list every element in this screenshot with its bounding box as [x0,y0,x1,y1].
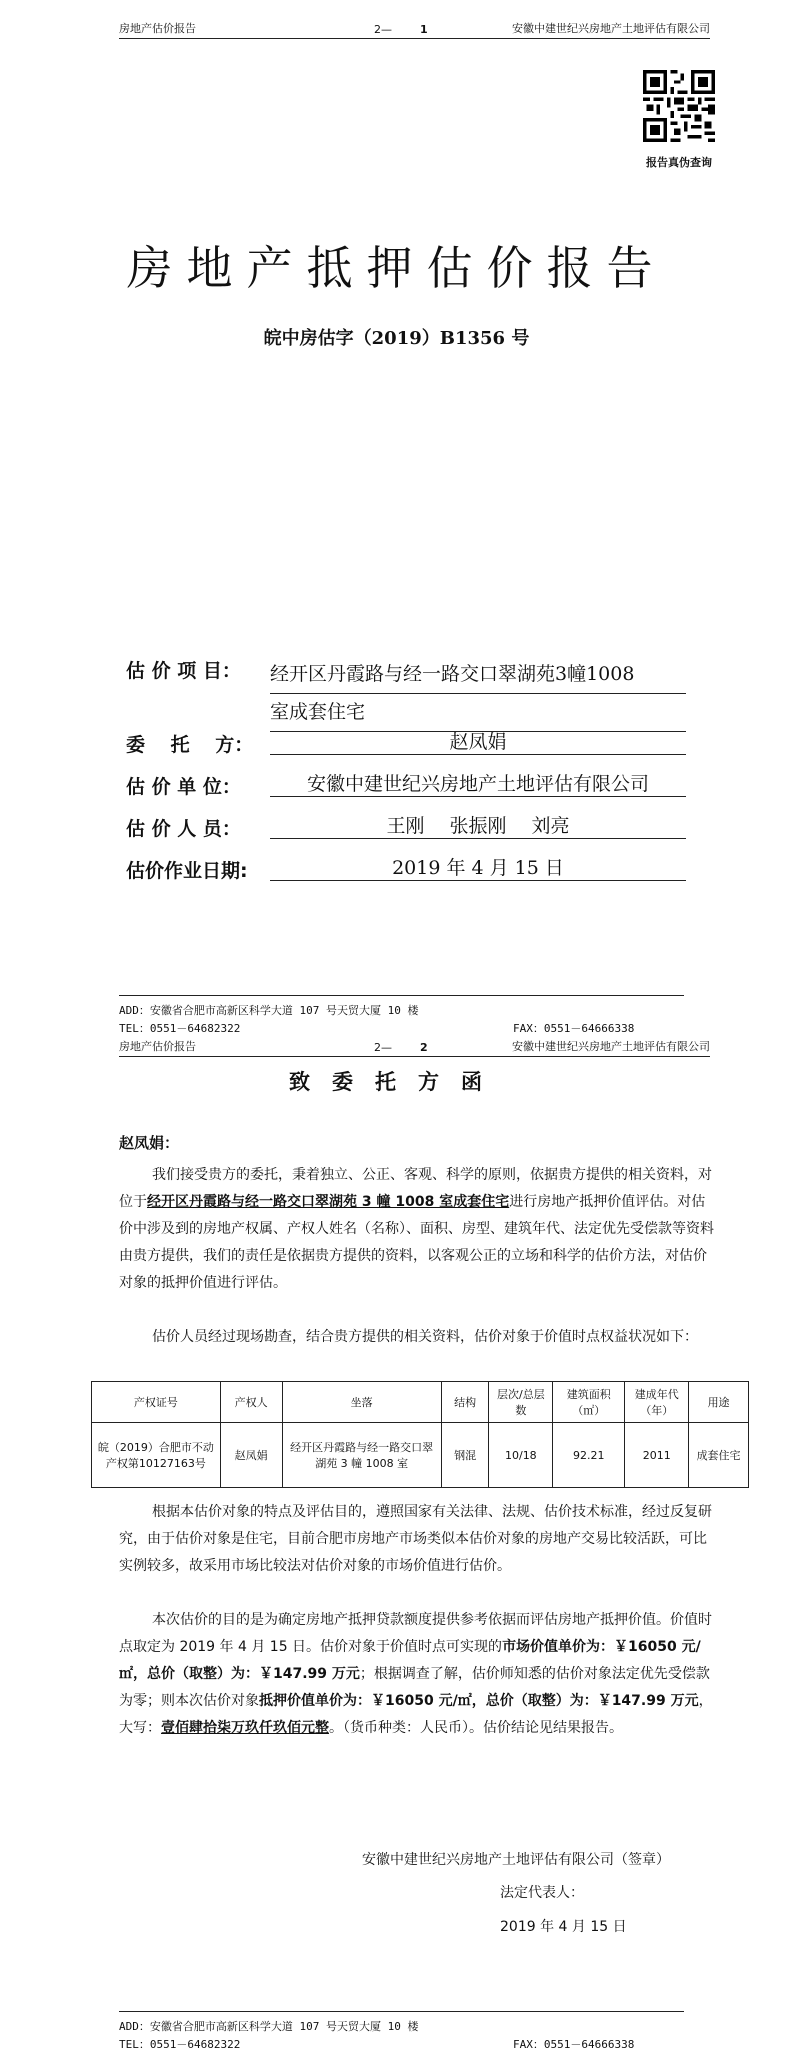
running-footer [119,2011,710,2050]
table-cell: 经开区丹霞路与经一路交口翠湖苑 3 幢 1008 室 [282,1423,441,1488]
table-header: 建成年代（年） [625,1382,689,1423]
footer-rule [119,2011,684,2012]
table-header: 结构 [441,1382,489,1423]
paragraph-4: 本次估价的目的是为确定房地产抵押贷款额度提供参考依据而评估房地产抵押价值。价值时点取定为 2019 年 4 月 15 日。估价对象于价值时点可实现的市场价值单价为：￥16050 元/㎡，总价（取整）为：￥147.99 万元；根据调查了解，估价师知悉的估价对象法定优先受偿款为零；则本次估价对象抵押价值单价为：￥16050 元/㎡，总价（取整）为：￥147.99 万元，大写：壹佰肆拾柒万玖仟玖佰元整。（货币种类：人民币）。估价结论见结果报告。 [119,1612,713,1736]
info-value-project [270,656,686,732]
table-header-row [92,1382,749,1423]
table-header: 建筑面积（㎡） [553,1382,625,1423]
header-right: 安徽中建世纪兴房地产土地评估有限公司 [512,22,710,35]
running-footer [119,995,710,1034]
property-table [91,1381,749,1488]
signing-date: 2019 年 4 月 15 日 [500,1919,627,1935]
info-row-appraisers [126,814,696,856]
table-row [92,1423,749,1488]
footer-rule [119,995,684,996]
qr-caption: 报告真伪查询 [646,156,712,169]
project-line-2: 室成套住宅 [270,694,686,732]
footer-tel: TEL：0551－64682322 [119,1022,241,1035]
running-header [119,1032,710,1057]
footer-fax: FAX：0551－64666338 [513,2038,635,2051]
info-value-company: 安徽中建世纪兴房地产土地评估有限公司 [270,772,686,797]
qr-code-icon[interactable] [643,70,715,142]
market-value: 市场价值单价为：￥16050 元/㎡，总价（取整）为：￥147.99 万元 [119,1639,701,1682]
table-cell: 10/18 [489,1423,553,1488]
header-right: 安徽中建世纪兴房地产土地评估有限公司 [512,1040,710,1053]
project-line-1: 经开区丹霞路与经一路交口翠湖苑3幢1008 [270,656,686,694]
info-label: 估价作业日期: [126,860,248,882]
header-left: 房地产估价报告 [119,1040,196,1053]
footer-address: ADD：安徽省合肥市高新区科学大道 107 号天贸大厦 10 楼 [119,1004,419,1017]
info-row-date [126,856,696,898]
table-cell: 皖（2019）合肥市不动产权第10127163号 [92,1423,221,1488]
table-cell: 钢混 [441,1423,489,1488]
table-header: 坐落 [282,1382,441,1423]
letter-page [0,1036,793,2054]
cover-info-block [126,656,696,898]
footer-tel: TEL：0551－64682322 [119,2038,241,2051]
salutation: 赵凤娟： [119,1134,180,1152]
info-label: 估 价 单 位： [126,776,241,798]
table-cell: 成套住宅 [689,1423,749,1488]
info-label: 估 价 项 目： [126,660,241,682]
amount-in-words: 壹佰肆拾柒万玖仟玖佰元整 [161,1720,329,1736]
running-header [119,14,710,39]
info-value-client: 赵凤娟 [270,730,686,755]
footer-fax: FAX：0551－64666338 [513,1022,635,1035]
legal-representative: 法定代表人： [500,1885,584,1901]
table-cell: 92.21 [553,1423,625,1488]
property-address: 经开区丹霞路与经一路交口翠湖苑 3 幢 1008 室成套住宅 [147,1194,510,1210]
info-row-client [126,730,696,772]
table-header: 层次/总层数 [489,1382,553,1423]
footer-contact [119,2036,710,2050]
page-number: 1 [420,23,428,36]
report-title: 房地产抵押估价报告 [126,241,667,295]
info-row-company [126,772,696,814]
header-left: 房地产估价报告 [119,22,196,35]
table-header: 产权人 [220,1382,282,1423]
info-value-appraisers: 王刚 张振刚 刘亮 [270,814,686,839]
page-number: 2 [420,1041,428,1054]
table-header: 产权证号 [92,1382,221,1423]
paragraph-2: 估价人员经过现场勘查，结合贵方提供的相关资料，估价对象于价值时点权益状况如下： [152,1329,698,1345]
table-header: 用途 [689,1382,749,1423]
info-label: 委 托 方： [126,734,254,756]
report-number: 皖中房估字（2019）B1356 号 [263,328,530,349]
letter-title: 致委托方函 [289,1069,504,1094]
info-value-date: 2019 年 4 月 15 日 [270,856,686,881]
table-cell: 赵凤娟 [220,1423,282,1488]
info-label: 估 价 人 员： [126,818,241,840]
header-center: 2— 2 [374,1041,428,1054]
table-cell: 2011 [625,1423,689,1488]
signer-company: 安徽中建世纪兴房地产土地评估有限公司（签章） [362,1852,670,1868]
info-row-project [126,656,696,730]
header-center: 2— 1 [374,23,428,36]
paragraph-1: 我们接受贵方的委托，秉着独立、公正、客观、科学的原则，依据贵方提供的相关资料，对位于经开区丹霞路与经一路交口翠湖苑 3 幢 1008 室成套住宅进行房地产抵押价值评估。对估价中涉及到的房地产权属、产权人姓名（名称）、面积、房型、建筑年代、法定优先受偿款等资料由贵方提供，我们的责任是依据贵方提供的资料，以客观公正的立场和科学的估价方法，对估价对象的抵押价值进行评估。 [119,1167,714,1291]
footer-address: ADD：安徽省合肥市高新区科学大道 107 号天贸大厦 10 楼 [119,2020,419,2033]
mortgage-value: 抵押价值单价为：￥16050 元/㎡，总价（取整）为：￥147.99 万元 [259,1693,699,1709]
paragraph-3: 根据本估价对象的特点及评估目的，遵照国家有关法律、法规、估价技术标准，经过反复研究，由于估价对象是住宅，目前合肥市房地产市场类似本估价对象的房地产交易比较活跃，可比实例较多，故采用市场比较法对估价对象的市场价值进行估价。 [119,1504,712,1574]
